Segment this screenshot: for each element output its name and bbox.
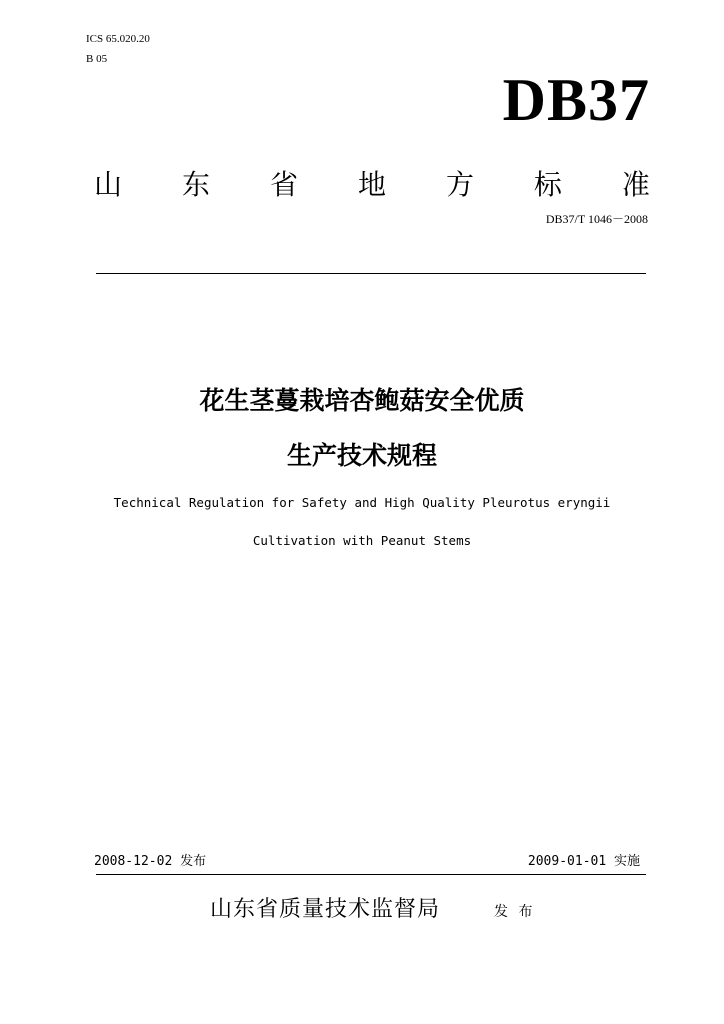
ccs-code: B 05 bbox=[86, 53, 108, 65]
standard-type-char: 山 bbox=[94, 168, 123, 201]
title-english-line-1: Technical Regulation for Safety and High Quality Pleurotus eryngii bbox=[113, 495, 611, 510]
standard-type-char: 标 bbox=[533, 168, 562, 201]
ics-code: ICS 65.020.20 bbox=[86, 33, 150, 45]
standard-type-char: 东 bbox=[181, 168, 210, 201]
header-divider bbox=[96, 273, 646, 274]
title-chinese-line-2: 生产技术规程 bbox=[286, 441, 437, 470]
standard-type-char: 地 bbox=[357, 168, 386, 201]
standard-type-char: 方 bbox=[445, 168, 474, 201]
title-chinese-line-1: 花生茎蔓栽培杏鲍菇安全优质 bbox=[199, 386, 525, 415]
title-english-line-2: Cultivation with Peanut Stems bbox=[252, 533, 472, 548]
publish-label: 发 布 bbox=[494, 904, 533, 920]
standard-type-heading bbox=[94, 167, 650, 203]
implementation-date: 2009-01-01 实施 bbox=[527, 854, 640, 869]
standard-code-mark: DB37 bbox=[502, 67, 650, 133]
standard-type-char: 省 bbox=[269, 168, 298, 201]
footer-divider bbox=[96, 874, 646, 875]
publisher-name: 山东省质量技术监督局 bbox=[210, 897, 441, 922]
issue-date: 2008-12-02 发布 bbox=[94, 854, 207, 869]
standard-type-char: 准 bbox=[621, 168, 650, 201]
standard-number: DB37/T 1046－2008 bbox=[545, 212, 648, 226]
